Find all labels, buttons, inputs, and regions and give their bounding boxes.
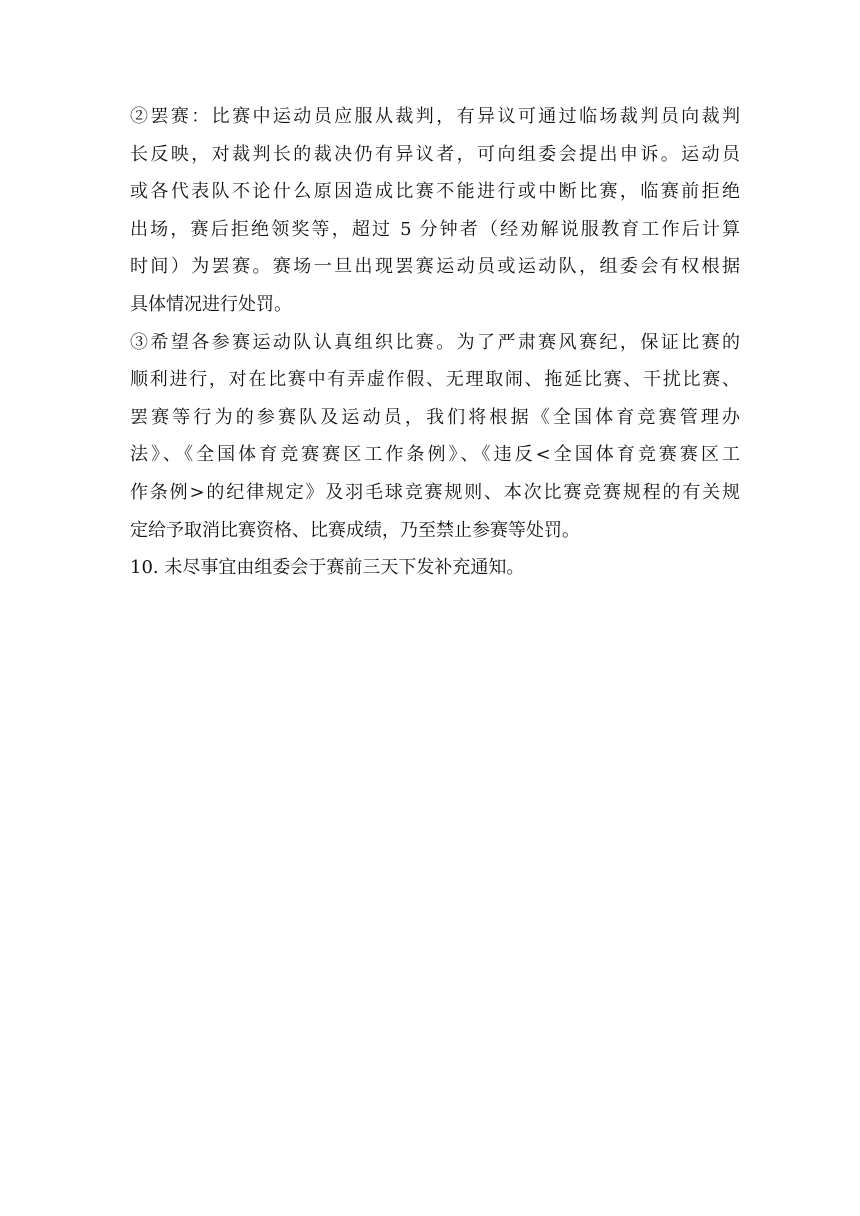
text-line: 作条例>的纪律规定》及羽毛球竞赛规则、本次比赛竞赛规程的有关规 (130, 481, 740, 503)
text-line: 具体情况进行处罚。 (130, 293, 292, 315)
text-line: 顺利进行，对在比赛中有弄虚作假、无理取闹、拖延比赛、干扰比赛、 (130, 369, 740, 391)
text-line: 时间）为罢赛。赛场一旦出现罢赛运动员或运动队，组委会有权根据 (130, 256, 740, 278)
paragraph-supplementary-notice (130, 549, 740, 587)
text-line: ③希望各参赛运动队认真组织比赛。为了严肃赛风赛纪，保证比赛的 (130, 331, 740, 353)
paragraph-forfeit-rule (130, 98, 740, 324)
text-line: 定给予取消比赛资格、比赛成绩，乃至禁止参赛等处罚。 (130, 519, 580, 541)
text-line: 罢赛等行为的参赛队及运动员，我们将根据《全国体育竞赛管理办 (130, 406, 740, 428)
text-line: ②罢赛：比赛中运动员应服从裁判，有异议可通过临场裁判员向裁判 (130, 106, 740, 127)
text-line: 10. 未尽事宜由组委会于赛前三天下发补充通知。 (130, 557, 525, 579)
text-line: 或各代表队不论什么原因造成比赛不能进行或中断比赛，临赛前拒绝 (130, 181, 740, 203)
text-line: 长反映，对裁判长的裁决仍有异议者，可向组委会提出申诉。运动员 (130, 143, 740, 165)
text-line: 法》、《全国体育竞赛赛区工作条例》、《违反<全国体育竞赛赛区工 (130, 444, 740, 466)
paragraph-discipline-rule (130, 324, 740, 550)
document-body (130, 98, 740, 587)
text-line: 出场，赛后拒绝领奖等，超过 5 分钟者（经劝解说服教育工作后计算 (130, 218, 740, 240)
